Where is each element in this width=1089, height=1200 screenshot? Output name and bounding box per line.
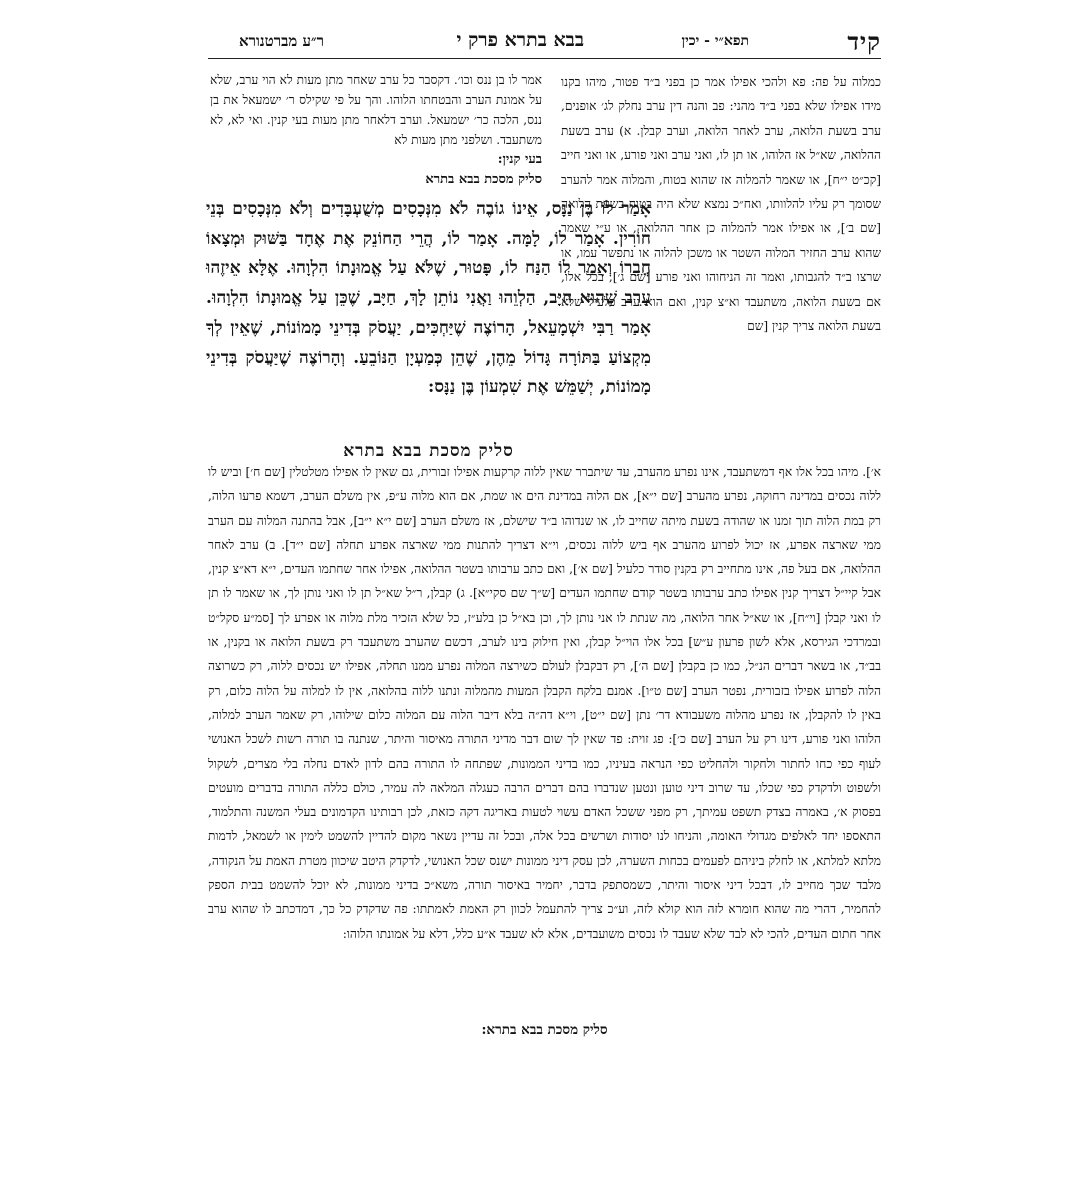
bartenura-tail: [210, 150, 542, 170]
header-tractate-chapter: בבא בתרא פרק י: [456, 29, 584, 51]
full-commentary-paragraph: א׳]. מיהו בכל אלו אף דמשתעבד, אינו נפרע מהערב, עד שיתברר שאין ללוה קרקעות אפילו זבורית, גם שאין לו אפילו מטלטלין [שם ח׳] וביש לו ללוה נכסים במדינה רחוקה, נפרע מהערב [שם י״א], אם הלוה במדינת הים או שמת, אם הוא מלוה ע״פ, אין משלם הערב, דשמא פרעו הלוה, רק במת הלוה תוך זמנו או שהודה בשעת מיתה שחייב לו, או שנדוהו ב״ד שישלם, אז משלם הערב [שם י״א י״ב], אבל בהתנה המלוה עם הערב ממי שארצה אפרע, אז יכול לפרוע מהערב אף ביש ללוה נכסים, וי״א דצריך להתנות ממי שארצה אפרע תחלה [שם י״ד]. ב) ערב לאחר ההלואה, אם בעל פה, אינו מתחייב רק בקנין סודר כלעיל [שם א׳], ואם כתב ערבותו בשטר ההלואה, אפילו אחר שחתמו העדים, י״א דא״צ קנין, אבל קיי״ל דצריך קנין אפילו כתב ערבותו בשטר קודם שחתמו העדים [ש״ך שם סקי״א]. ג) קבלן, ר״ל שא״ל תן לו ואני נותן לך, או שאמר לו תן לו ואני קבלן [וי״ח], או שא״ל אחר הלואה, מה שנתת לו אני נותן לך, וכן בא״ל כן בלע״ז, כל שלא הזכיר מלת מלוה או אפרע לך [סמ״ע סקל״ט ובמרדכי הגירסא, אלא לשון פרעון ע״ש] בכל אלו הוי״ל קבלן, ואין חילוק בינו לערב, דכשם שהערב משתעבד רק בשעת הלואה או בקנין, או בב״ד, או בשאר דברים הנ״ל, כמו כן בקבלן [שם ה׳], רק דבקבלן לעולם כשירצה המלוה נפרע ממנו תחלה, אפילו יש נכסים ללוה, רק כשרוצה הלוה לפרוע אפילו בזבורית, נפטר הערב [שם ט״ו]. אמנם בלקח הקבלן המעות מהמלוה ונתנו ללוה בהלואה, אין לו למלוה על הלוה כלום, רק באין לו להקבלן, אז נפרע מהלוה משעבודא דר׳ נתן [שם י״ט], וי״א דה״ה בלא דיבר הלוה עם המלוה כלום שילוהו, רק שאמר הערב למלוה, הלוהו ואני פורע, דינו רק על הערב [שם כ׳]: פג זוית: פד שאין לך שום דבר מדיני התורה מאיסור והיתר, שנתנה בו תורה רשות לשכל האנושי לעוף כפי כחו לחתור ולחקור ולהחליט כפי הנראה בעיניו, כמו בדיני הממונות, שפתחה לו התורה בהם לדון לאדם נחלה בלי מצרים, לשקול ולשפוט ולדקדק כפי שכלו, עד שרוב דיני טוען ונטען שנדברו בהם דברים הרבה כעגלה המלאה לה עמיר, כולם כללה התורה בדברים מועטים בפסוק א׳, באמרה בצדק תשפט עמיתך, רק מפני ששכל האדם עשוי לטעות באריגה דקה כזאת, לכן רבותינו הקדמונים בעלי המשנה והתלמוד, התאספו יחד לאלפים מגדולי האומה, והניחו לנו יסודות ושרשים בכל אלה, ובכל זה עדיין נשאר מקום להדיין להשמט לימין או לשמאל, לדמות מלתא למלתא, או לחלק ביניהם לפעמים בכחות השערה, לכן עסק דיני ממונות ישנס שכל האנושי, לדקדק היטב שיכוון מטרת האמת על הנקודה, מלבד שכך מחייב לו, דבכל דיני איסור והיתר, כשמסתפק בדבר, יחמיר באיסור תורה, משא״כ בדיני ממונות, לא יוכל להשמט בבית הספק להחמיר, דהרי מה שהוא חומרא לזה הוא קולא לזה, וע״כ צריך להתעמל לכוון רק האמת לאמתתו: פה שדקדק כל כך, דמדכתב לו שהוא ערב אחר חתום העדים, להכי לא לבד שלא שעבד לו נכסים משועבדים, אלא לא שעבד א״ע כלל, דלא על אמונתו הלוהו:: [208, 465, 882, 941]
full-width-commentary: [208, 460, 881, 946]
right-commentary-paragraph: כמלוה על פה: פא ולהכי אפילו אמר כן בפני ב״ד פטור, מיהו בקנו מידו אפילו שלא בפני ב״ד מהני: פב והנה דין ערב נחלק לג׳ אופנים, ערב בשעת הלואה, ערב לאחר הלואה, וערב קבלן. א) ערב בשעת ההלואה, שא״ל אז הלוהו, או תן לו, ואני ערב ואני פורע, או ואני חייב [קכ״ט י״ח], או שאמר להמלוה אז שהוא בטוח, והמלוה אמר להערב שסומך רק עליו להלוותו, ואח״כ נמצא שלא היה בטוח בשעת הלואה [שם ב׳], או אפילו אמר להמלוה כן אחר ההלואה, או ע״י שאמר שהוא ערב החזיר המלוה השטר או משכן להלוה או נתפשר עמו, או שרצו ב״ד להגבותו, ואמר זה הניחוהו ואני פורע [שם ג׳], בכל אלו, אם בשעת הלואה, משתעבד וא״צ קנין, ואם הוא ערב כלעיל שלא בשעת הלואה צריך קנין [שם: [561, 75, 881, 334]
header-commentator: ר״ע מברטנורא: [238, 32, 324, 50]
bartenura-commentary: [210, 70, 542, 190]
header-reference: תפא״י - יכין: [681, 33, 749, 49]
header-divider: [208, 58, 881, 59]
bartenura-paragraph: אמר לו בן ננס וכו׳. דקסבר כל ערב שאחר מתן מעות לא הוי ערב, שלא על אמונת הערב והבטחתו הלוהו. והך על פי שקילס ר׳ ישמעאל את בן ננס, הלכה כר׳ ישמעאל. וערב דלאחר מתן מעות בעי קנין. ואי לא, לא משתעבד. ושלפני מתן מעות לא: [210, 73, 542, 147]
mishnah-closing: סליק מסכת בבא בתרא: [343, 441, 514, 461]
bartenura-tail-text: בעי קנין:: [497, 152, 542, 167]
mishnah-text-block: [206, 195, 651, 403]
commentary-closing: סליק מסכת בבא בתרא:: [481, 1022, 608, 1038]
bartenura-closing: סליק מסכת בבא בתרא: [425, 172, 542, 187]
page-number: קיד: [847, 27, 881, 56]
mishnah-text: אָמַר לוֹ בֶּן נַנָּס, אֵינוֹ גוֹבֶה לֹא מִנְּכָסִים מְשֻׁעְבָּדִים וְלֹא מִנְּכָסִים בְּנֵי חוֹרִין. אָמַר לוֹ, לָמָּה. אָמַר לוֹ, הֲרֵי הַחוֹנֵק אֶת אֶחָד בַּשּׁוּק וּמְצָאוֹ חֲבֵרוֹ וְאָמַר לוֹ הַנַּח לוֹ, פָּטוּר, שֶׁלֹּא עַל אֱמוּנָתוֹ הִלְוָהוּ. אֶלָּא אֵיזֶהוּ עָרֵב שֶׁהוּא חַיָּב, הַלְוֵהוּ וַאֲנִי נוֹתֵן לָךְ, חַיָּב, שֶׁכֵּן עַל אֱמוּנָתוֹ הִלְוָהוּ. אָמַר רַבִּי יִשְׁמָעֵאל, הָרוֹצֶה שֶׁיַּחְכִּים, יַעֲסֹק בְּדִינֵי מָמוֹנוֹת, שֶׁאֵין לְךָ מִקְצוֹעַ בַּתּוֹרָה גָּדוֹל מֵהֶן, שֶׁהֵן כְּמַעְיָן הַנּוֹבֵעַ. וְהָרוֹצֶה שֶׁיַּעֲסֹק בְּדִינֵי מָמוֹנוֹת, יְשַׁמֵּשׁ אֶת שִׁמְעוֹן בֶּן נַנָּס:: [206, 199, 651, 398]
